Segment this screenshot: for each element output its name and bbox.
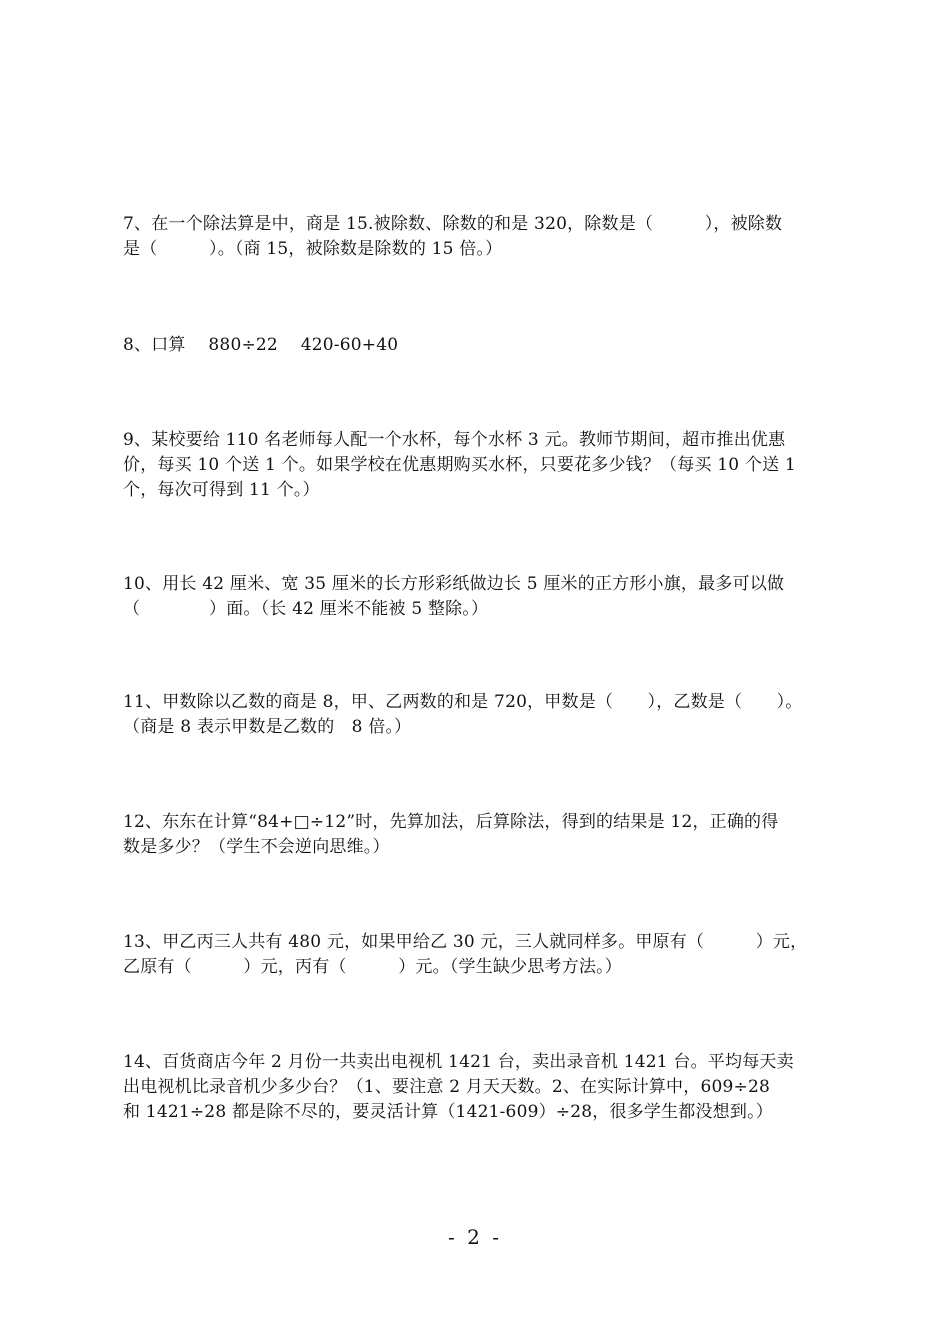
question-14-line-2: 出电视机比录音机少多少台？（1、要注意 2 月天天数。2、在实际计算中，609÷28 xyxy=(123,1077,770,1097)
question-14-line-3: 和 1421÷28 都是除不尽的，要灵活计算（1421-609）÷28，很多学生都没想到。） xyxy=(123,1102,773,1122)
question-13-line-1: 13、甲乙丙三人共有 480 元，如果甲给乙 30 元，三人就同样多。甲原有（ ）元， xyxy=(123,932,808,952)
question-11 xyxy=(123,690,843,740)
question-10 xyxy=(123,572,843,622)
question-9 xyxy=(123,428,843,503)
question-7 xyxy=(123,212,843,262)
question-9-line-3: 个，每次可得到 11 个。） xyxy=(123,480,320,500)
question-14 xyxy=(123,1050,843,1125)
question-7-line-1: 7、在一个除法算是中，商是 15.被除数、除数的和是 320，除数是（ ），被除数 xyxy=(123,214,783,234)
question-11-line-2: （商是 8 表示甲数是乙数的 8 倍。） xyxy=(123,717,412,737)
question-7-line-2: 是（ ）。（商 15，被除数是除数的 15 倍。） xyxy=(123,239,503,259)
question-11-line-1: 11、甲数除以乙数的商是 8，甲、乙两数的和是 720，甲数是（ ），乙数是（ ）。 xyxy=(123,692,803,712)
question-9-line-1: 9、某校要给 110 名老师每人配一个水杯，每个水杯 3 元。教师节期间，超市推出优惠 xyxy=(123,430,786,450)
question-14-line-1: 14、百货商店今年 2 月份一共卖出电视机 1421 台，卖出录音机 1421 台。平均每天卖 xyxy=(123,1052,794,1072)
question-12-line-1: 12、东东在计算“84+□÷12”时，先算加法，后算除法，得到的结果是 12，正确的得 xyxy=(123,812,779,832)
question-8 xyxy=(123,333,843,358)
question-12 xyxy=(123,810,843,860)
question-10-line-2: （ ）面。（长 42 厘米不能被 5 整除。） xyxy=(123,599,489,619)
question-9-line-2: 价，每买 10 个送 1 个。如果学校在优惠期购买水杯，只要花多少钱？（每买 10 个送 1 xyxy=(123,455,796,475)
question-13 xyxy=(123,930,843,980)
question-10-line-1: 10、用长 42 厘米、宽 35 厘米的长方形彩纸做边长 5 厘米的正方形小旗，最多可以做 xyxy=(123,574,785,594)
question-12-line-2: 数是多少？（学生不会逆向思维。） xyxy=(123,837,390,857)
page-number: - 2 - xyxy=(448,1225,502,1249)
question-8-line-1: 8、口算 880÷22 420-60+40 xyxy=(123,335,399,355)
question-13-line-2: 乙原有（ ）元，丙有（ ）元。（学生缺少思考方法。） xyxy=(123,957,622,977)
